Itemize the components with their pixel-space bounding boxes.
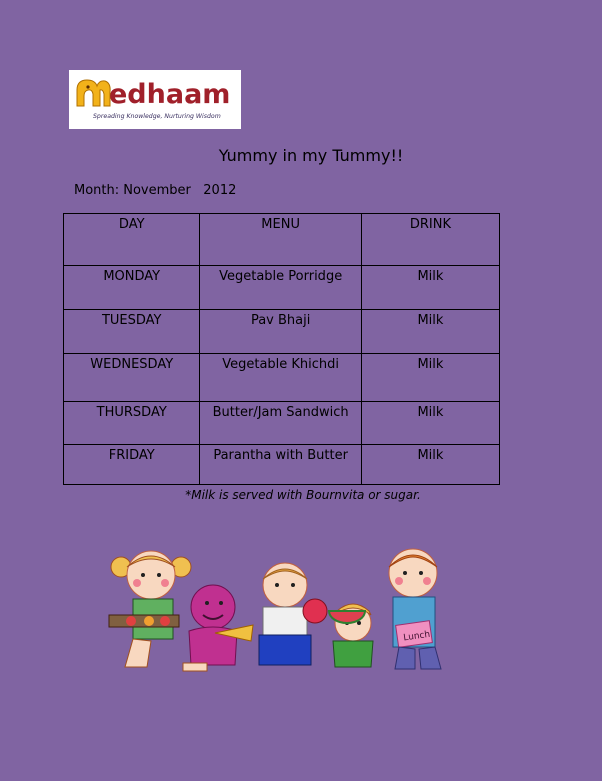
cell-menu: Vegetable Khichdi (200, 354, 361, 402)
children-eating-lunch-illustration (103, 545, 459, 675)
header-menu: MENU (200, 214, 361, 266)
elephant-logo-icon (73, 76, 113, 112)
cell-day: FRIDAY (64, 445, 200, 485)
cell-day: MONDAY (64, 266, 200, 310)
medhaam-logo (69, 70, 241, 129)
table-row (64, 445, 500, 485)
lunch-menu-table (63, 213, 500, 485)
child-left-figure (109, 551, 191, 667)
child-center-figure (259, 563, 327, 665)
table-row (64, 402, 500, 445)
header-drink: DRINK (361, 214, 499, 266)
page-title: Yummy in my Tummy!! (218, 146, 404, 165)
table-row (64, 354, 500, 402)
cell-menu: Pav Bhaji (200, 310, 361, 354)
cell-drink: Milk (361, 402, 499, 445)
cell-drink: Milk (361, 445, 499, 485)
month-label: Month: November 2012 (74, 183, 237, 198)
cell-day: THURSDAY (64, 402, 200, 445)
table-row (64, 266, 500, 310)
logo-wordmark: edhaam (109, 79, 231, 110)
logo-tagline: Spreading Knowledge, Nurturing Wisdom (93, 113, 221, 120)
cell-menu: Parantha with Butter (200, 445, 361, 485)
child-right-figure (389, 549, 441, 669)
cell-drink: Milk (361, 354, 499, 402)
child-watermelon-figure (329, 604, 373, 667)
table-row (64, 310, 500, 354)
table-header-row (64, 214, 500, 266)
cell-drink: Milk (361, 266, 499, 310)
footnote: *Milk is served with Bournvita or sugar. (185, 488, 421, 502)
cell-day: WEDNESDAY (64, 354, 200, 402)
header-day: DAY (64, 214, 200, 266)
cell-menu: Butter/Jam Sandwich (200, 402, 361, 445)
cell-day: TUESDAY (64, 310, 200, 354)
lunch-box-label: Lunch (402, 629, 431, 644)
cell-menu: Vegetable Porridge (200, 266, 361, 310)
child-purple-figure (183, 585, 253, 671)
cell-drink: Milk (361, 310, 499, 354)
